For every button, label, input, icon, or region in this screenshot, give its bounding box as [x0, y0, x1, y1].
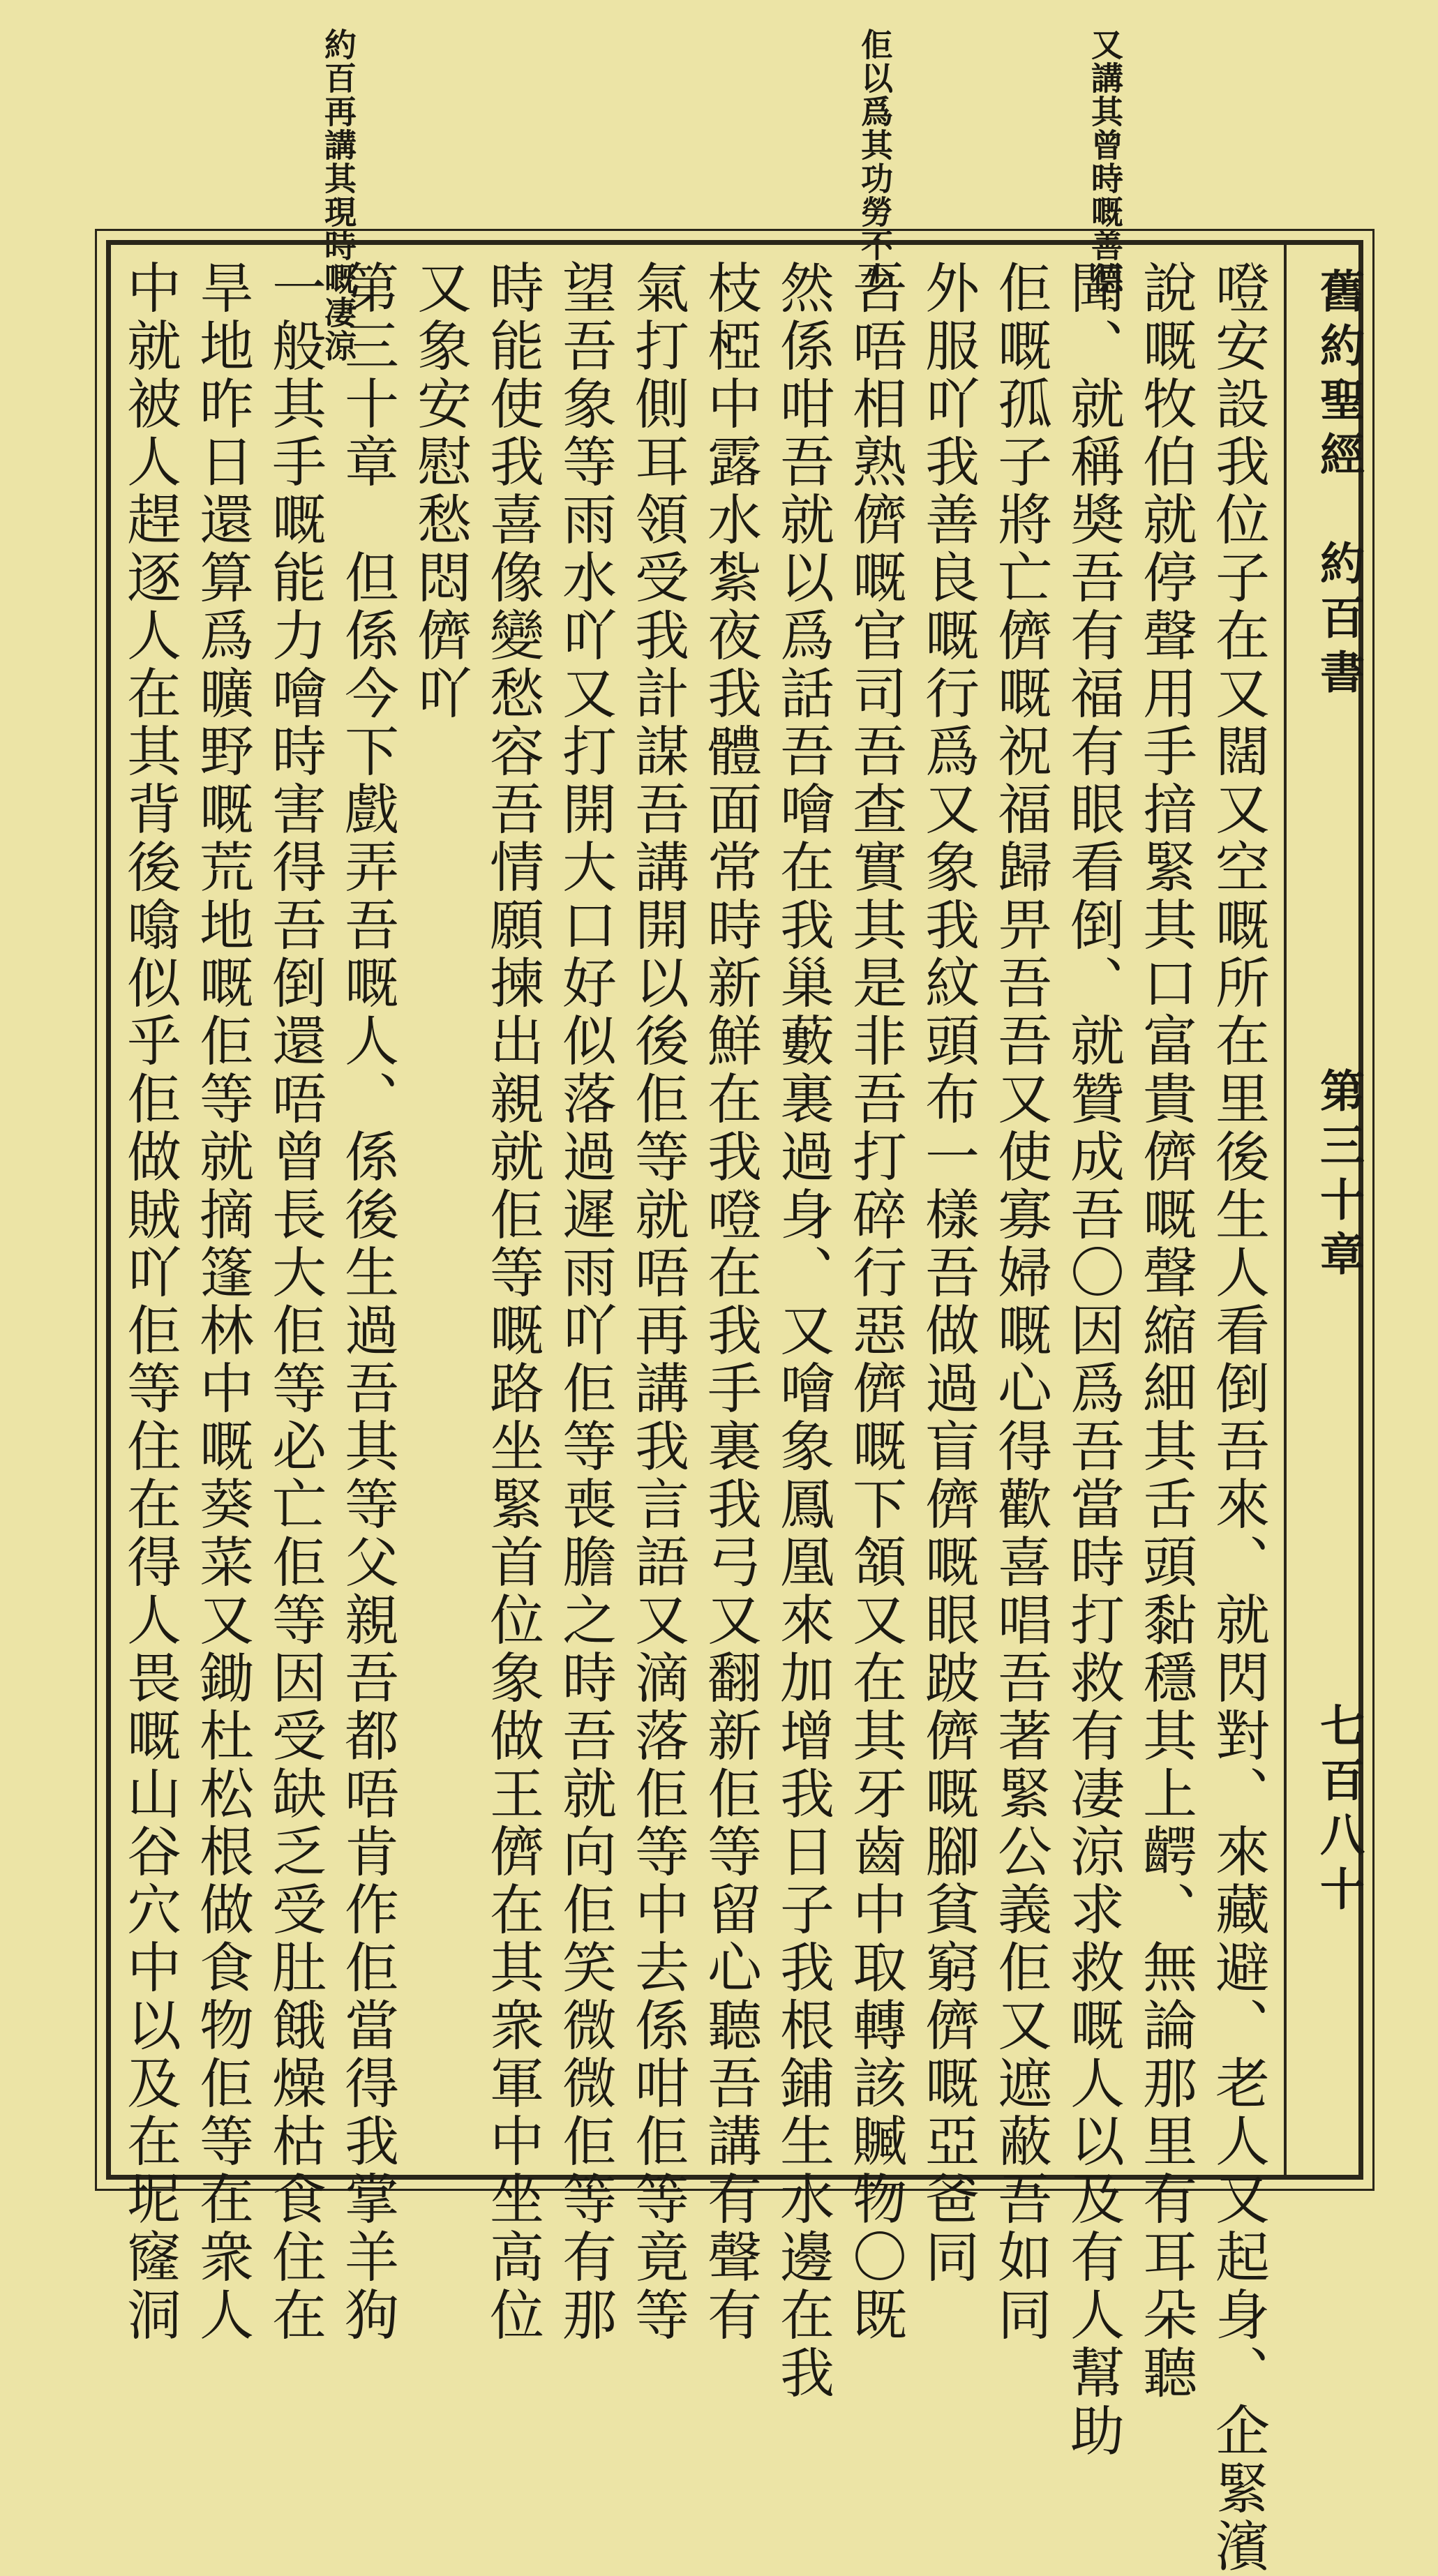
text-column: 噔安設我位子在又闊又空嘅所在里後生人看倒吾來、就閃對、來藏避、老人又起身、企緊濱 — [1206, 260, 1269, 2576]
page-number: 七百八十 — [1312, 1702, 1365, 1920]
text-column: 第三十章 但係今下戲弄吾嘅人、係後生過吾其等父親吾都唔肯作佢當得我掌羊狗 — [336, 260, 398, 2344]
header-separator — [1284, 240, 1287, 2180]
text-column: 一般其手嘅能力噲時害得吾倒還唔曾長大佢等必亡佢等因受缺乏受肚餓燥枯食住在 — [263, 260, 326, 2344]
text-column: 佢嘅孤子將亡儕嘅祝福歸畀吾吾又使寡婦嘅心得歡喜唱吾著緊公義佢又遮蔽吾如同 — [989, 260, 1051, 2344]
text-column: 望吾象等雨水吖又打開大口好似落過遲雨吖佢等喪膽之時吾就向佢笑微微佢等有那 — [553, 260, 616, 2344]
text-column: 中就被人趕逐人在其背後噏似乎佢做賊吖佢等住在得人畏嘅山谷穴中以及在坭窿洞 — [118, 260, 181, 2344]
text-column: 說嘅牧伯就停聲用手揞緊其口富貴儕嘅聲縮細其舌頭黏穩其上齶、無論那里有耳朵聽 — [1134, 260, 1197, 2402]
text-column: 枝椏中露水紮夜我體面常時新鮮在我噔在我手裏我弓又翻新佢等留心聽吾講有聲有 — [698, 260, 761, 2344]
book-title: 舊約聖經 約百書 — [1312, 268, 1365, 703]
text-column: 時能使我喜像變愁容吾情願揀出親就佢等嘅路坐緊首位象做王儕在其衆軍中坐高位 — [481, 260, 544, 2344]
chapter-heading: 第三十章 — [1312, 1068, 1365, 1285]
text-column: 氣打側耳領受我計謀吾講開以後佢等就唔再講我言語又滴落佢等中去係咁佢等竟等 — [626, 260, 689, 2344]
marginal-note: 佢以爲其功勞不少 — [856, 28, 894, 296]
marginal-note: 又講其曾時嘅善德 — [1086, 28, 1124, 296]
text-column: 聞、就稱奬吾有福有眼看倒、就贊成吾〇因爲吾當時打救有凄涼求救嘅人以及有人幫助 — [1061, 260, 1124, 2460]
text-column: 又象安慰愁悶儕吖 — [408, 260, 471, 723]
text-column: 然係咁吾就以爲話吾噲在我巢藪裏過身、又噲象鳳凰來加增我日子我根鋪生水邊在我 — [771, 260, 834, 2402]
marginal-note: 約百再講其現時嘅凄涼 — [320, 28, 357, 363]
text-column: 吾唔相熟儕嘅官司吾查實其是非吾打碎行惡儕嘅下頷又在其牙齒中取轉該贓物〇既 — [844, 260, 906, 2344]
text-column: 外服吖我善良嘅行爲又象我紋頭布一樣吾做過盲儕嘅眼跛儕嘅腳貧窮儕嘅亞爸同 — [916, 260, 979, 2286]
text-column: 旱地昨日還算爲曠野嘅荒地嘅佢等就摘篷林中嘅葵菜又鋤杜松根做食物佢等在衆人 — [190, 260, 253, 2344]
